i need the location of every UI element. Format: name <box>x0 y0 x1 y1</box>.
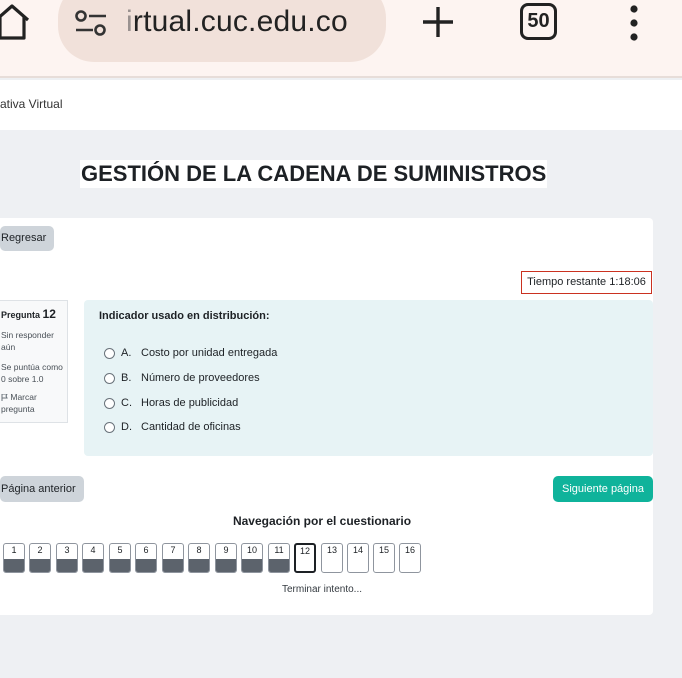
next-page-button[interactable]: Siguiente página <box>553 476 653 502</box>
score-line-2: 0 sobre 1.0 <box>1 374 44 384</box>
site-header <box>0 80 682 130</box>
answer-option-d[interactable] <box>104 419 241 435</box>
previous-page-button[interactable]: Página anterior <box>0 476 84 502</box>
nav-question-button[interactable]: 5 <box>109 543 131 573</box>
answer-text: Número de proveedores <box>141 372 260 384</box>
radio-button[interactable] <box>104 373 115 384</box>
question-info-panel <box>0 300 68 423</box>
back-button[interactable]: Regresar <box>0 226 54 251</box>
question-state <box>1 329 67 353</box>
question-number-value: 12 <box>42 307 56 321</box>
answer-letter: B. <box>121 372 132 384</box>
browser-toolbar <box>0 0 682 78</box>
nav-question-button[interactable]: 15 <box>373 543 395 573</box>
answer-text: Costo por unidad entregada <box>141 347 278 359</box>
flag-icon <box>1 394 8 401</box>
tab-switcher-button[interactable]: 50 <box>520 3 557 40</box>
nav-question-button[interactable]: 3 <box>56 543 78 573</box>
quiz-navigation-title: Navegación por el cuestionario <box>232 514 412 528</box>
nav-question-button[interactable]: 4 <box>82 543 104 573</box>
status-line-2: aún <box>1 342 16 352</box>
nav-question-button[interactable]: 6 <box>135 543 157 573</box>
status-line-1: Sin responder <box>1 330 54 340</box>
nav-question-button[interactable]: 14 <box>347 543 369 573</box>
flag-line-2: pregunta <box>1 404 35 414</box>
site-settings-icon[interactable] <box>74 8 108 38</box>
finish-attempt-link[interactable]: Terminar intento... <box>281 584 363 595</box>
course-title: GESTIÓN DE LA CADENA DE SUMINISTROS <box>81 161 547 186</box>
url-text[interactable] <box>126 5 348 39</box>
nav-question-button[interactable]: 1 <box>3 543 25 573</box>
answer-text: Horas de publicidad <box>141 397 239 409</box>
answer-option-b[interactable] <box>104 370 260 386</box>
answer-option-a[interactable] <box>104 345 277 361</box>
nav-question-button[interactable]: 9 <box>215 543 237 573</box>
answer-text: Cantidad de oficinas <box>141 421 241 433</box>
question-number <box>1 307 67 321</box>
answer-option-c[interactable] <box>104 395 238 411</box>
flag-question-button[interactable] <box>1 391 67 415</box>
question-text: Indicador usado en distribución: <box>99 310 270 322</box>
answer-letter: C. <box>121 397 132 409</box>
nav-question-button[interactable]: 8 <box>188 543 210 573</box>
nav-question-button[interactable]: 13 <box>321 543 343 573</box>
score-line-1: Se puntúa como <box>1 362 63 372</box>
nav-question-button[interactable]: 7 <box>162 543 184 573</box>
home-icon[interactable] <box>0 2 32 42</box>
nav-question-button[interactable]: 10 <box>241 543 263 573</box>
radio-button[interactable] <box>104 348 115 359</box>
answer-letter: A. <box>121 347 132 359</box>
more-menu-icon[interactable] <box>625 4 643 42</box>
answer-letter: D. <box>121 421 132 433</box>
nav-question-button[interactable]: 2 <box>29 543 51 573</box>
site-name[interactable]: ativa Virtual <box>0 97 63 111</box>
nav-question-button-current[interactable]: 12 <box>294 543 316 573</box>
question-label: Pregunta <box>1 310 41 320</box>
question-grade <box>1 361 67 385</box>
radio-button[interactable] <box>104 422 115 433</box>
url-prefix: i <box>126 5 133 38</box>
time-remaining: Tiempo restante 1:18:06 <box>521 271 652 294</box>
nav-question-button[interactable]: 11 <box>268 543 290 573</box>
nav-question-button[interactable]: 16 <box>399 543 421 573</box>
new-tab-icon[interactable] <box>420 4 456 40</box>
url-domain: rtual.cuc.edu.co <box>132 5 348 38</box>
question-content <box>84 300 653 456</box>
radio-button[interactable] <box>104 398 115 409</box>
flag-line-1: Marcar <box>10 392 37 402</box>
